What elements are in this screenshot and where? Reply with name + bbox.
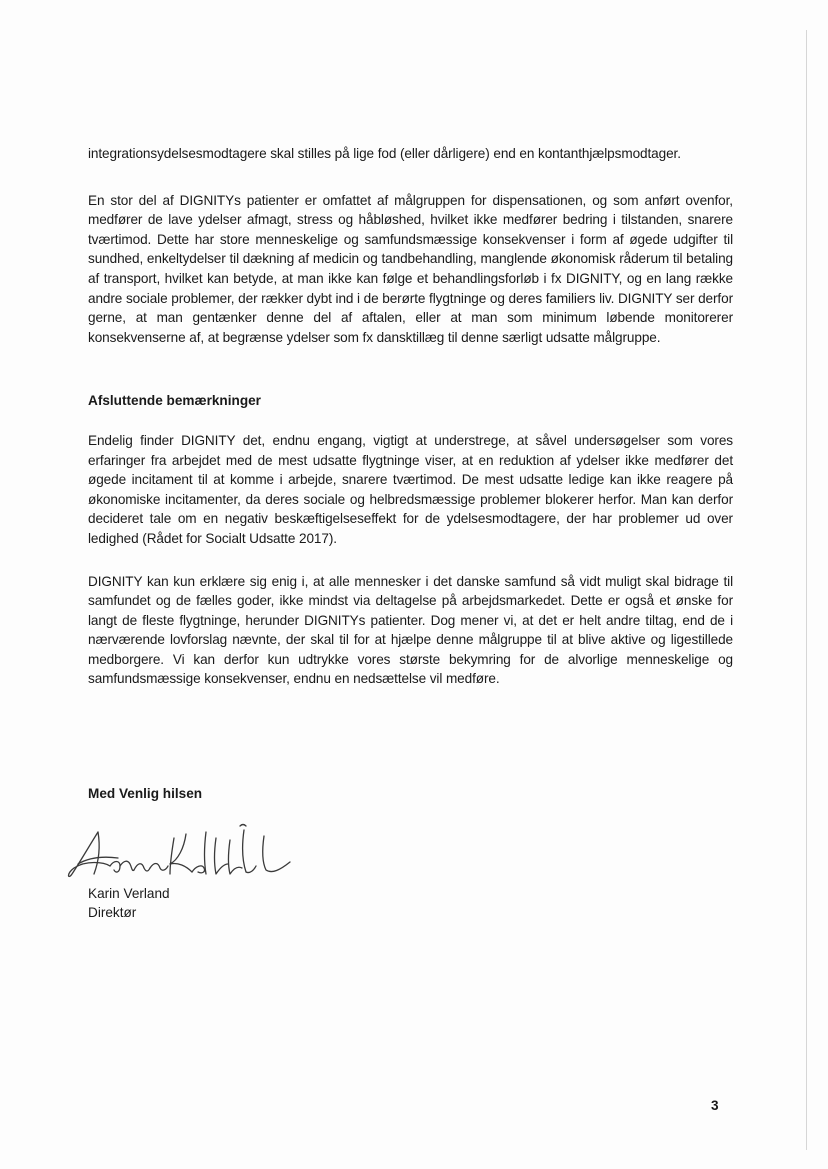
signer-title: Direktør xyxy=(88,905,137,920)
signer-name: Karin Verland xyxy=(88,886,170,901)
section-heading: Afsluttende bemærkninger xyxy=(88,393,261,409)
paragraph-4: DIGNITY kan kun erklære sig enig i, at alle mennesker i det danske samfund så vidt muligt skal bidrage til samfundet og de fælles goder, ikke mindst via deltagelse på arbejdsmarkedet. Dette er også et ønske for langt de fleste flygtninge, herunder DIGNITYs patienter. Dog mener vi, at det er helt andre tiltag, end de i nærværende lovforslag nævnte, der skal til for at hjælpe denne målgruppe til at blive aktive og ligestillede medborgere. Vi kan derfor kun udtrykke vores største bekymring for de alvorlige menneskelige og samfundsmæssige konsekvenser, endnu en nedsættelse vil medføre. xyxy=(88,573,733,687)
handwritten-signature xyxy=(58,818,308,888)
scan-edge-line xyxy=(806,30,807,1150)
paragraph-1: integrationsydelsesmodtagere skal stilles på lige fod (eller dårligere) end en kontanthjælpsmodtager. xyxy=(88,146,681,161)
paragraph-3: Endelig finder DIGNITY det, endnu engang, vigtigt at understrege, at såvel undersøgelser som vores erfaringer fra arbejdet med de mest udsatte flygtninge viser, at en reduktion af ydelser ikke medfører det øgede incitament til at komme i arbejde, snarere tværtimod. De mest udsatte ledige kan ikke reagere på økonomiske incitamenter, da deres sociale og helbredsmæssige problemer blokerer herfor. Man kan derfor decideret tale om en negativ beskæftigelseseffekt for de ydelsesmodtagere, der har problemer ud over ledighed (Rådet for Socialt Udsatte 2017). xyxy=(88,432,733,546)
closing-salutation: Med Venlig hilsen xyxy=(88,786,203,801)
body-text xyxy=(88,144,733,689)
page-number: 3 xyxy=(711,1098,719,1113)
paragraph-2: En stor del af DIGNITYs patienter er omfattet af målgruppen for dispensationen, og som anført ovenfor, medfører de lave ydelser afmagt, stress og håbløshed, hvilket ikke medfører bedring i tilstanden, snarere tværtimod. Dette har store menneskelige og samfundsmæssige konsekvenser i form af øgede udgifter til sundhed, enkeltydelser til dækning af medicin og tandbehandling, manglende økonomisk råderum til betaling af transport, hvilket kan betyde, at man ikke kan følge et behandlingsforløb i fx DIGNITY, og en lang række andre sociale problemer, der rækker dybt ind i de berørte flygtninge og deres familiers liv. DIGNITY ser derfor gerne, at man gentænker denne del af aftalen, eller at man som minimum løbende monitorerer konsekvenserne af, at begrænse ydelser som fx dansktillæg til denne særligt udsatte målgruppe. xyxy=(88,192,733,345)
